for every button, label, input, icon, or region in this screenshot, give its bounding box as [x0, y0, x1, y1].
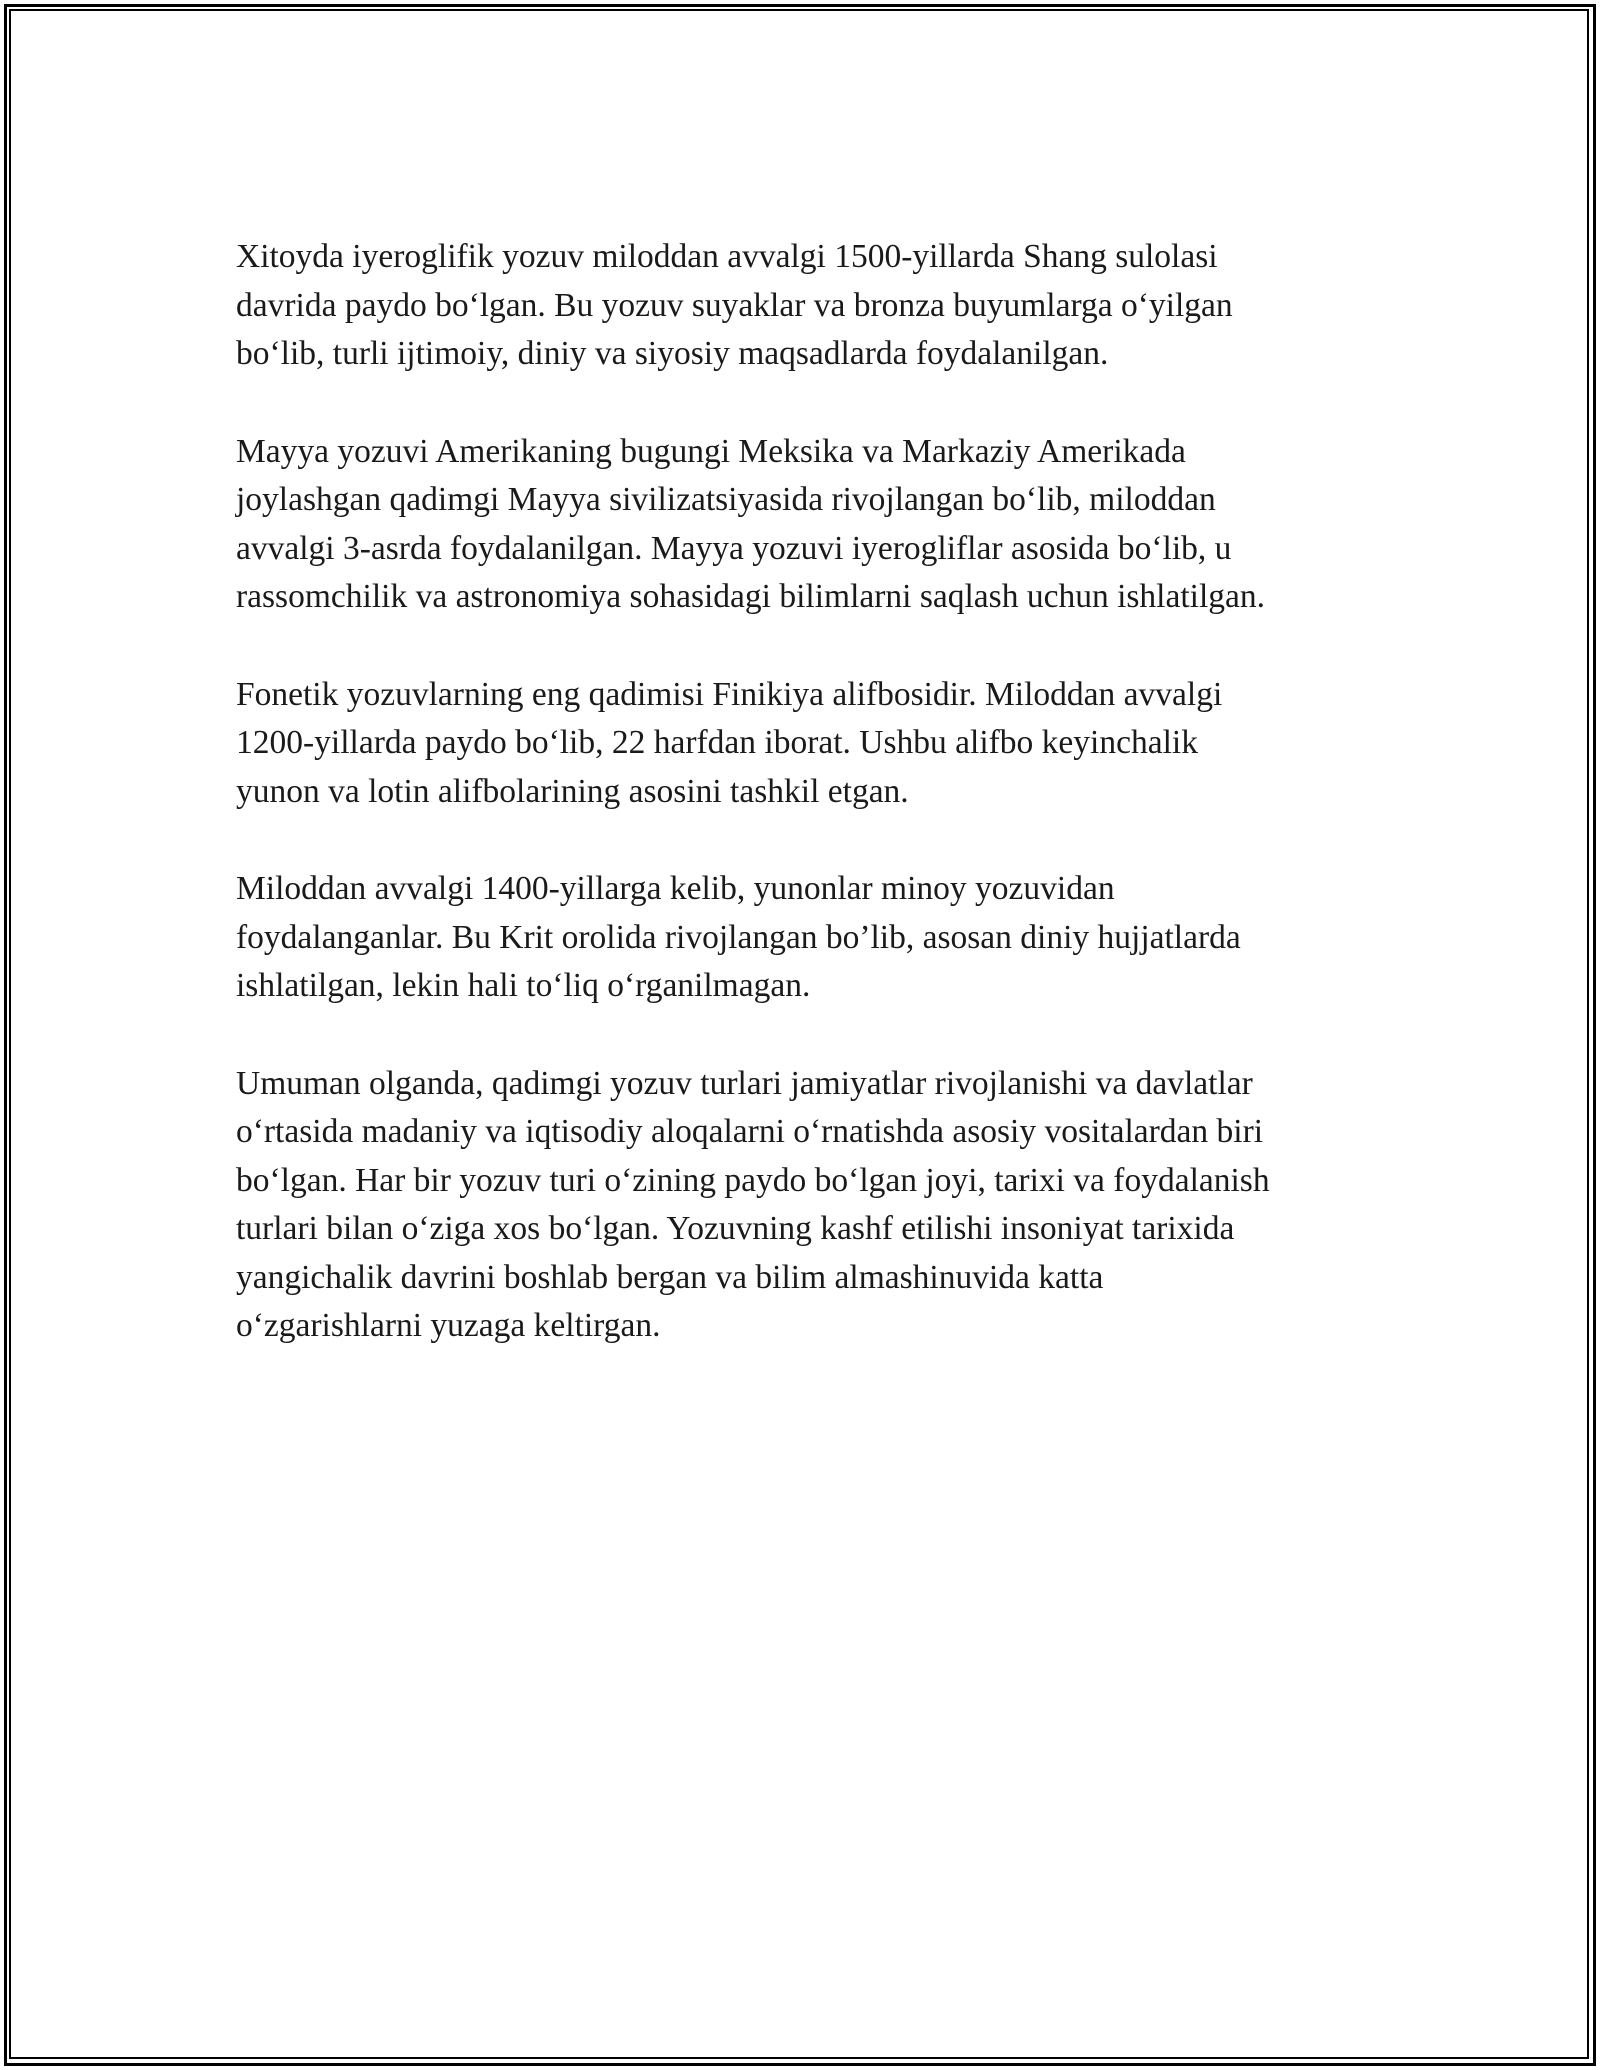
paragraph-maya-writing [236, 428, 1386, 622]
paragraph-minoan-writing [236, 865, 1386, 1011]
text-line: o‘rtasida madaniy va iqtisodiy aloqalarni o‘rnatishda asosiy vositalardan biri [236, 1113, 1264, 1150]
paragraph-chinese-writing [236, 233, 1386, 379]
text-line: rassomchilik va astronomiya sohasidagi bilimlarni saqlash uchun ishlatilgan. [236, 578, 1266, 615]
paragraph-phoenician-alphabet [236, 671, 1386, 817]
text-line: yangichalik davrini boshlab bergan va bilim almashinuvida katta [236, 1258, 1104, 1296]
text-line: o‘zgarishlarni yuzaga keltirgan. [236, 1307, 661, 1344]
document-body [236, 233, 1386, 1400]
text-line: joylashgan qadimgi Mayya sivilizatsiyasida rivojlangan bo‘lib, miloddan [236, 481, 1216, 518]
text-line: foydalanganlar. Bu Krit orolida rivojlangan bo’lib, asosan diniy hujjatlarda [236, 918, 1241, 956]
text-line: turlari bilan o‘ziga xos bo‘lgan. Yozuvning kashf etilishi insoniyat tarixida [236, 1210, 1235, 1247]
text-line: davrida paydo bo‘lgan. Bu yozuv suyaklar va bronza buyumlarga o‘yilgan [236, 286, 1233, 324]
text-line: bo‘lib, turli ijtimoiy, diniy va siyosiy maqsadlarda foydalanilgan. [236, 335, 1109, 372]
text-line: Miloddan avvalgi 1400-yillarga kelib, yunonlar minoy yozuvidan [236, 870, 1115, 907]
text-line: ishlatilgan, lekin hali to‘liq o‘rganilmagan. [236, 967, 811, 1004]
text-line: Umuman olganda, qadimgi yozuv turlari jamiyatlar rivojlanishi va davlatlar [236, 1064, 1253, 1102]
text-line: Xitoyda iyeroglifik yozuv miloddan avvalgi 1500-yillarda Shang sulolasi [236, 238, 1218, 275]
text-line: Fonetik yozuvlarning eng qadimisi Finikiya alifbosidir. Miloddan avvalgi [236, 675, 1223, 713]
text-line: avvalgi 3-asrda foydalanilgan. Mayya yozuvi iyerogliflar asosida bo‘lib, u [236, 529, 1232, 567]
paragraph-conclusion [236, 1060, 1386, 1351]
text-line: yunon va lotin alifbolarining asosini tashkil etgan. [236, 772, 909, 810]
text-line: 1200-yillarda paydo bo‘lib, 22 harfdan iborat. Ushbu alifbo keyinchalik [236, 724, 1198, 761]
text-line: Mayya yozuvi Amerikaning bugungi Meksika va Markaziy Amerikada [236, 432, 1186, 470]
text-line: bo‘lgan. Har bir yozuv turi o‘zining paydo bo‘lgan joyi, tarixi va foydalanish [236, 1161, 1270, 1199]
